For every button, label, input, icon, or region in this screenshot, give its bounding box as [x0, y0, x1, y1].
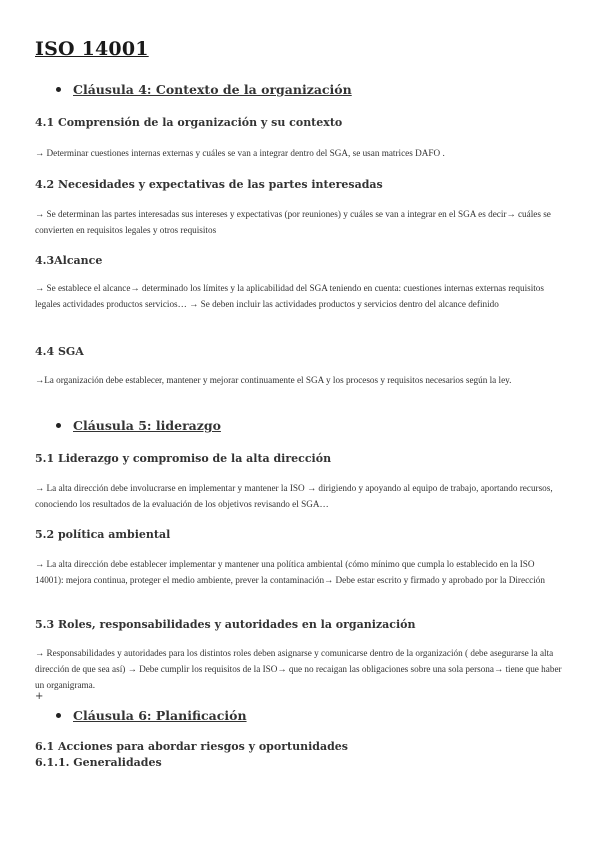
section-4-1-heading: 4.1 Comprensión de la organización y su contexto	[35, 116, 343, 129]
section-5-2-text: → La alta dirección debe establecer implementar y mantener una política ambiental (cómo mínimo que cumpla lo establecido en la ISO 14001): mejora continua, proteger el medio ambiente, prever la contaminación→ Debe estar escrito y firmado y aprobado por la Dirección	[35, 559, 545, 585]
section-4-3-heading: 4.3Alcance	[35, 254, 103, 267]
section-5-3-heading: 5.3 Roles, responsabilidades y autoridades en la organización	[35, 618, 416, 631]
section-4-3-text: → Se establece el alcance→ determinado los límites y la aplicabilidad del SGA teniendo en cuenta: cuestiones internas externas requisitos legales actividades productos servicios… → Se deben incluir las actividades productos y servicios dentro del alcance definido	[35, 283, 544, 309]
section-4-4-text: →La organización debe establecer, mantener y mejorar continuamente el SGA y los procesos y requisitos necesarios según la ley.	[35, 375, 512, 385]
bullet-icon	[56, 87, 61, 92]
section-5-1-text: → La alta dirección debe involucrarse en implementar y mantener la ISO → dirigiendo y apoyando al equipo de trabajo, aportando recursos, conociendo los resultados de la evaluación de los objetivos revisando el SGA…	[35, 483, 553, 509]
section-6-1-heading: 6.1 Acciones para abordar riesgos y oportunidades	[35, 740, 348, 753]
section-5-1-heading: 5.1 Liderazgo y compromiso de la alta dirección	[35, 452, 332, 465]
clause-4-heading	[56, 82, 352, 97]
plus-mark: +	[35, 691, 44, 702]
clause-6-label: Cláusula 6: Planificación	[73, 708, 247, 723]
section-4-4-heading: 4.4 SGA	[35, 345, 84, 358]
clause-5-label: Cláusula 5: liderazgo	[73, 418, 221, 433]
clause-6-heading	[56, 708, 247, 723]
bullet-icon	[56, 423, 61, 428]
section-4-1-text: → Determinar cuestiones internas externas y cuáles se van a integrar dentro del SGA, se usan matrices DAFO .	[35, 148, 445, 158]
section-4-2-heading: 4.2 Necesidades y expectativas de las partes interesadas	[35, 178, 383, 191]
section-4-2-text: → Se determinan las partes interesadas sus intereses y expectativas (por reuniones) y cuáles se van a integrar en el SGA es decir→ cuáles se convierten en requisitos legales y otros requisitos	[35, 209, 551, 235]
clause-5-heading	[56, 418, 221, 433]
section-6-1-1-heading: 6.1.1. Generalidades	[35, 756, 162, 769]
section-5-3-text: → Responsabilidades y autoridades para los distintos roles deben asignarse y comunicarse dentro de la organización ( debe asegurarse la alta dirección de que sea así) → Debe cumplir los requisitos de la ISO→ que no recaigan las obligaciones sobre una sola persona→ tiene que haber un organigrama.	[35, 648, 562, 690]
section-5-2-heading: 5.2 política ambiental	[35, 528, 171, 541]
document-title: ISO 14001	[35, 38, 149, 60]
clause-4-label: Cláusula 4: Contexto de la organización	[73, 82, 352, 97]
bullet-icon	[56, 713, 61, 718]
